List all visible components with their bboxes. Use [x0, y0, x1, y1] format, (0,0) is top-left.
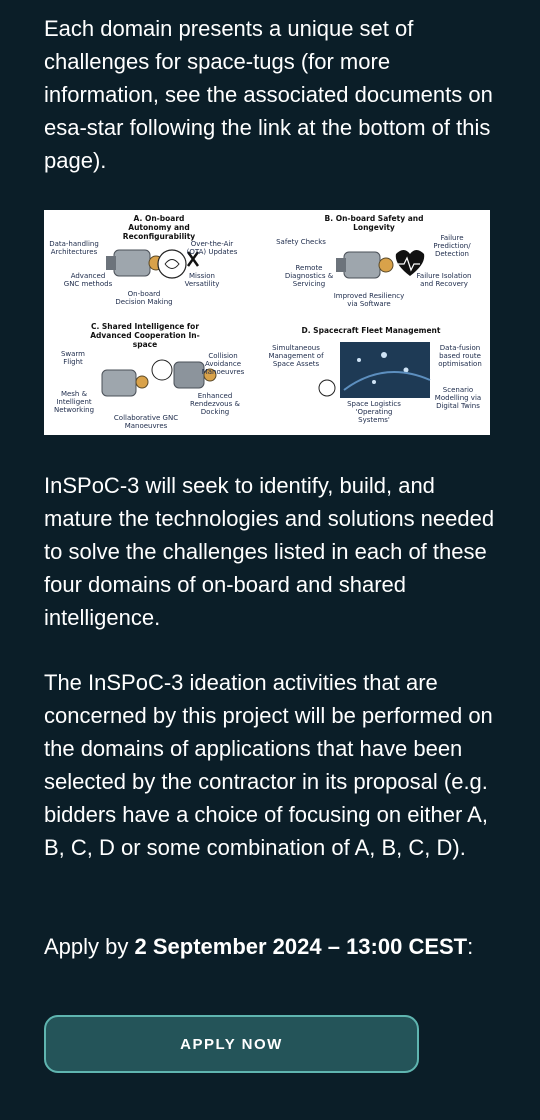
apply-now-button[interactable]: APPLY NOW	[44, 1015, 419, 1073]
quadrant-b-label: Failure Isolation and Recovery	[416, 272, 472, 288]
apply-prefix: Apply by	[44, 934, 135, 959]
seek-paragraph: InSPoC-3 will seek to identify, build, and mature the technologies and solutions needed to solve the challenges listed in each of these four domains of on-board and shared intelligence.	[44, 473, 495, 630]
quadrant-b-label: Safety Checks	[276, 238, 326, 246]
quadrant-d-label: Scenario Modelling via Digital Twins	[434, 386, 482, 410]
apply-deadline: 2 September 2024 – 13:00 CEST	[134, 934, 468, 959]
quadrant-a-label: Advanced GNC methods	[63, 272, 113, 288]
quadrant-c-label: Mesh & Intelligent Networking	[53, 390, 95, 414]
quadrant-d-label: Data-fusion based route optimisation	[438, 344, 482, 368]
ideation-paragraph: The InSPoC-3 ideation activities that are concerned by this project will be performed on the domains of applications that have been selected by the contractor in its proposal (e.g. bidders have a choice of focusing on either A, B, C, D or some combination of A, B, C, D).	[44, 670, 493, 860]
quadrant-b-label: Improved Resiliency via Software	[333, 292, 405, 308]
quadrant-d-label: Space Logistics 'Operating Systems'	[347, 400, 401, 424]
apply-suffix: :	[467, 934, 474, 959]
apply-deadline-paragraph	[44, 930, 504, 963]
intro-paragraph: Each domain presents a unique set of challenges for space-tugs (for more information, see the associated documents on esa-star following the link at the bottom of this page).	[44, 16, 493, 173]
fleet-image	[319, 342, 430, 398]
quadrant-b-title: B. On-board Safety and Longevity	[324, 214, 424, 232]
quadrant-c-title: C. Shared Intelligence for Advanced Cooperation In-space	[90, 322, 200, 349]
quadrant-c-label: Collaborative GNC Manoeuvres	[113, 414, 179, 430]
quadrant-d-label: Simultaneous Management of Space Assets	[268, 344, 324, 368]
quadrant-a-label: On-board Decision Making	[115, 290, 173, 306]
quadrant-c-label: Swarm Flight	[60, 350, 86, 366]
quadrant-b-label: Failure Prediction/ Detection	[433, 234, 471, 258]
quadrant-a-label: Over-the-Air (OTA) Updates	[186, 240, 238, 256]
quadrant-a-label: Data-handling Architectures	[49, 240, 99, 256]
quadrant-a-title: A. On-board Autonomy and Reconfigurability	[122, 214, 196, 241]
quadrant-c-label: Enhanced Rendezvous & Docking	[190, 392, 240, 416]
quadrant-d-title: D. Spacecraft Fleet Management	[301, 326, 441, 335]
quadrant-a-label: Mission Versatility	[184, 272, 220, 288]
quadrant-c-label: Collision Avoidance Manoeuvres	[201, 352, 245, 376]
quadrant-b-label: Remote Diagnostics & Servicing	[284, 264, 334, 288]
domains-figure	[44, 210, 490, 435]
